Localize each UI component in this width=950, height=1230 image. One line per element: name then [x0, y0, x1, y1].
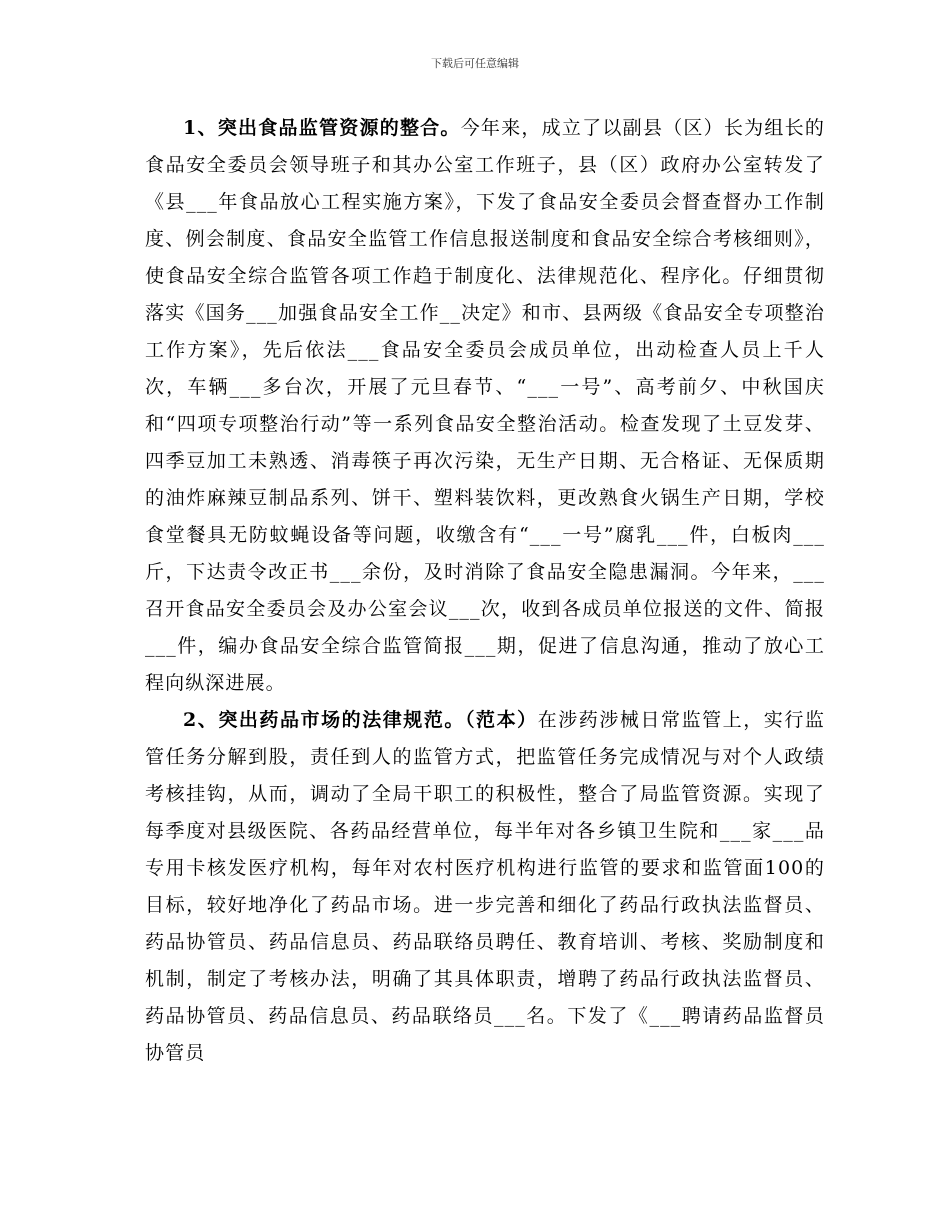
- paragraph-text: 在涉药涉械日常监管上，实行监管任务分解到股，责任到人的监管方式，把监管任务完成情况与对个人政绩考核挂钩，从而，调动了全局干职工的积极性，整合了局监管资源。实现了每季度对县级医院、各药品经营单位，每半年对各乡镇卫生院和___家___品专用卡核发医疗机构，每年对农村医疗机构进行监管的要求和监管面100的目标，较好地净化了药品市场。进一步完善和细化了药品行政执法监督员、药品协管员、药品信息员、药品联络员聘任、教育培训、考核、奖励制度和机制，制定了考核办法，明确了其具体职责，增聘了药品行政执法监督员、药品协管员、药品信息员、药品联络员___名。下发了《___聘请药品监督员协管员: [145, 709, 825, 1064]
- document-body: [145, 110, 825, 1072]
- paragraph-food-supervision: [145, 110, 825, 702]
- paragraph-heading: 1、突出食品监管资源的整合。: [183, 117, 461, 139]
- header-note: 下载后可任意编辑: [431, 57, 519, 70]
- paragraph-heading: 2、突出药品市场的法律规范。（范本）: [183, 709, 538, 731]
- paragraph-text: 今年来，成立了以副县（区）长为组长的食品安全委员会领导班子和其办公室工作班子，县（区）政府办公室转发了《县___年食品放心工程实施方案》，下发了食品安全委员会督查督办工作制度、例会制度、食品安全监管工作信息报送制度和食品安全综合考核细则》，使食品安全综合监管各项工作趋于制度化、法律规范化、程序化。仔细贯彻落实《国务___加强食品安全工作__决定》和市、县两级《食品安全专项整治工作方案》，先后依法___食品安全委员会成员单位，出动检查人员上千人次，车辆___多台次，开展了元旦春节、“___一号”、高考前夕、中秋国庆和“四项专项整治行动”等一系列食品安全整治活动。检查发现了土豆发芽、四季豆加工未熟透、消毒筷子再次污染，无生产日期、无合格证、无保质期的油炸麻辣豆制品系列、饼干、塑料装饮料，更改熟食火锅生产日期，学校食堂餐具无防蚊蝇设备等问题，收缴含有“___一号”腐乳___件，白板肉___斤，下达责令改正书___余份，及时消除了食品安全隐患漏洞。今年来，___召开食品安全委员会及办公室会议___次，收到各成员单位报送的文件、简报___件，编办食品安全综合监管简报___期，促进了信息沟通，推动了放心工程向纵深进展。: [145, 117, 825, 694]
- paragraph-drug-market: [145, 702, 825, 1072]
